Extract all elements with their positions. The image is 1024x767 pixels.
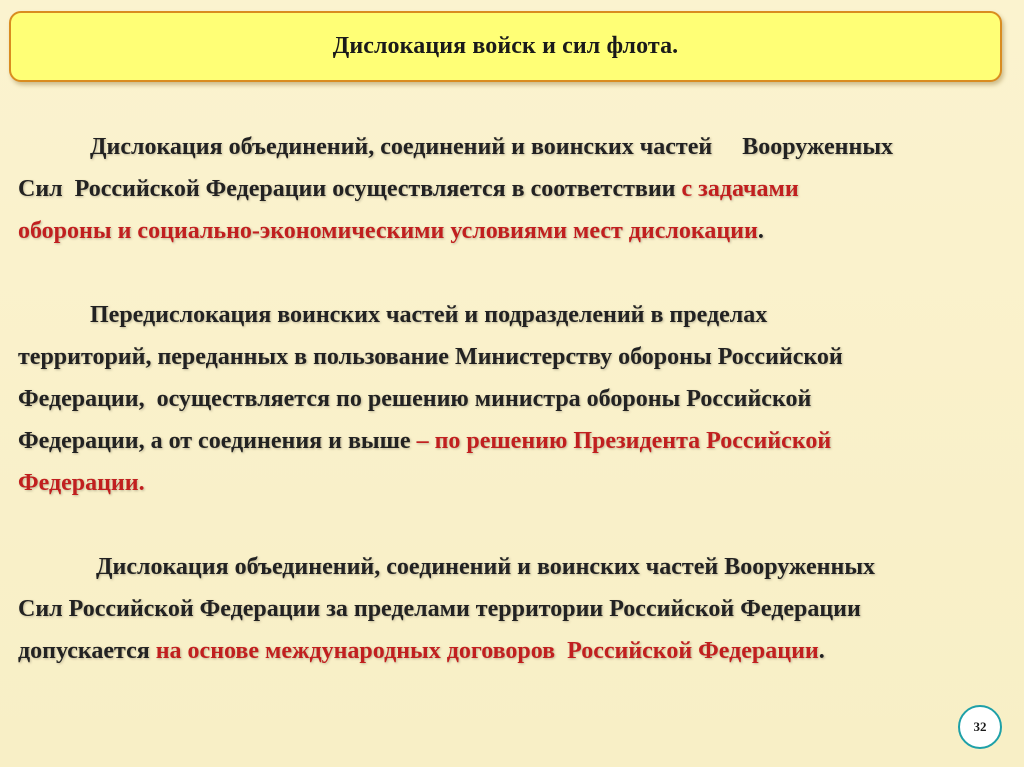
paragraph-line (18, 294, 998, 336)
title-banner (9, 11, 1002, 82)
text-run: Передислокация воинских частей и подразделений в пределах (90, 302, 768, 328)
highlighted-text: на основе международных договоров Российской Федерации (155, 638, 819, 664)
page-number: 32 (973, 719, 987, 734)
paragraph-line (18, 336, 998, 378)
paragraph-line (18, 420, 998, 462)
paragraph-2 (18, 294, 998, 504)
slide-body (18, 126, 998, 672)
text-run: Сил Российской Федерации за пределами территории Российской Федерации (18, 596, 861, 622)
paragraph-line (18, 630, 998, 672)
paragraph-line (18, 588, 998, 630)
text-run: . (757, 218, 764, 244)
text-run: Дислокация объединений, соединений и воинских частей Вооруженных (96, 554, 876, 580)
slide-title: Дислокация войск и сил флота. (332, 33, 679, 59)
paragraph-line (18, 546, 998, 588)
text-run: Федерации, а от соединения и выше (18, 428, 417, 454)
page-number-badge (958, 705, 1002, 749)
highlighted-text: обороны и социально-экономическими условиями мест дислокации (18, 218, 758, 244)
highlighted-text: – по решению Президента Российской (416, 428, 832, 454)
text-run: . (818, 638, 825, 664)
text-run: территорий, переданных в пользование Министерству обороны Российской (18, 344, 843, 370)
text-run: Дислокация объединений, соединений и воинских частей Вооруженных (90, 134, 894, 160)
text-run: Федерации, осуществляется по решению министра обороны Российской (18, 386, 812, 412)
paragraph-line (18, 378, 998, 420)
text-run: Сил Российской Федерации осуществляется в соответствии (18, 176, 682, 202)
paragraph-line (18, 168, 998, 210)
text-run: допускается (18, 638, 156, 664)
paragraph-3 (18, 546, 998, 672)
highlighted-text: с задачами (681, 176, 799, 202)
paragraph-line (18, 210, 998, 252)
paragraph-1 (18, 126, 998, 252)
paragraph-line (18, 126, 998, 168)
paragraph-line (18, 462, 998, 504)
highlighted-text: Федерации. (18, 470, 145, 496)
